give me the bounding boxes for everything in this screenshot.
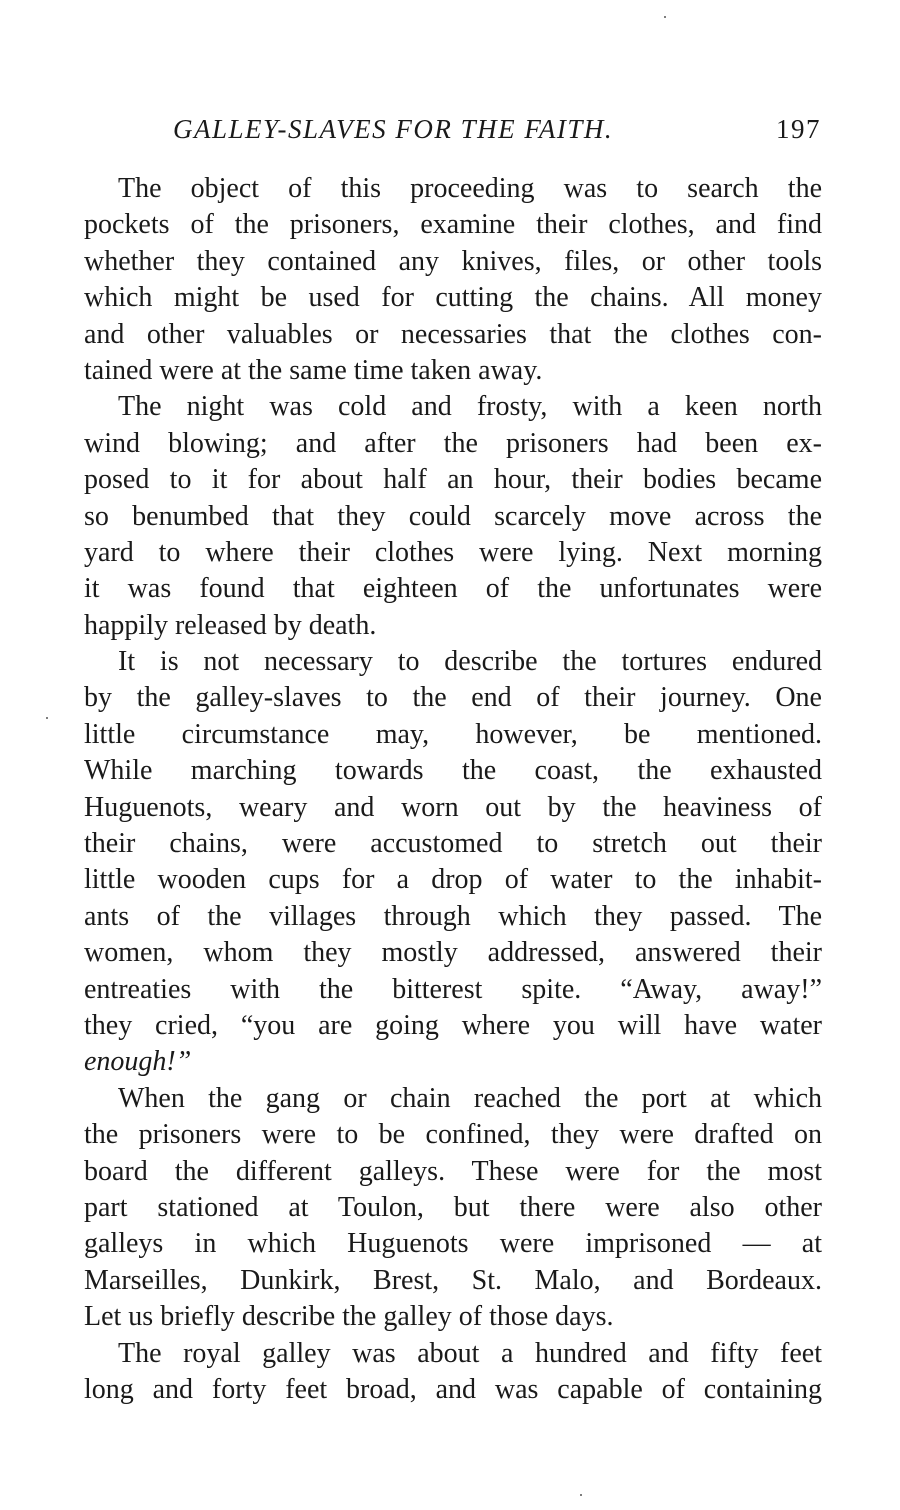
text-line: by the galley-slaves to the end of their journey. One [84,682,822,714]
scan-speck [580,1494,582,1496]
text-line: posed to it for about half an hour, their bodies became [84,464,822,496]
text-line: they cried, “you are going where you will have water [84,1009,822,1041]
text-line: which might be used for cutting the chains. All money [84,282,822,314]
text-line: tained were at the same time taken away. [84,354,543,386]
text-line: Huguenots, weary and worn out by the heaviness of [84,791,822,823]
scan-speck [46,717,48,719]
text-line: the prisoners were to be confined, they were drafted on [84,1119,822,1151]
text-line: board the different galleys. These were for the most [84,1155,822,1187]
text-line: entreaties with the bitterest spite. “Away, away!” [84,973,822,1005]
text-line: their chains, were accustomed to stretch out their [84,828,822,860]
body-text [84,171,822,1408]
text-line: enough!” [84,1046,192,1078]
text-line: and other valuables or necessaries that the clothes con- [84,318,822,350]
text-line: little circumstance may, however, be mentioned. [84,718,822,750]
text-line: ants of the villages through which they passed. The [84,900,822,932]
text-line: so benumbed that they could scarcely move across the [84,500,822,532]
text-line: it was found that eighteen of the unfortunates were [84,573,822,605]
text-line: wind blowing; and after the prisoners had been ex- [84,427,822,459]
text-line: women, whom they mostly addressed, answered their [84,937,822,969]
text-line: long and forty feet broad, and was capable of containing [84,1373,822,1405]
text-line: Let us briefly describe the galley of those days. [84,1301,614,1333]
scan-speck [664,16,666,18]
text-line: part stationed at Toulon, but there were also other [84,1191,822,1223]
text-line: Marseilles, Dunkirk, Brest, St. Malo, and Bordeaux. [84,1264,822,1296]
page-number: 197 [776,114,821,144]
running-title: GALLEY-SLAVES FOR THE FAITH. [173,114,614,144]
text-line: The night was cold and frosty, with a keen north [118,391,822,423]
text-line: whether they contained any knives, files, or other tools [84,245,822,277]
text-line: While marching towards the coast, the exhausted [84,755,822,787]
text-line: The royal galley was about a hundred and fifty feet [118,1337,822,1369]
text-line: pockets of the prisoners, examine their clothes, and find [84,209,822,241]
text-line: It is not necessary to describe the tortures endured [118,646,822,678]
running-header [173,114,825,154]
text-line: yard to where their clothes were lying. Next morning [84,536,822,568]
text-line: The object of this proceeding was to search the [118,173,822,204]
text-line: galleys in which Huguenots were imprisoned — at [84,1228,822,1260]
text-line: happily released by death. [84,609,377,641]
text-line: little wooden cups for a drop of water to the inhabit- [84,864,822,896]
text-line: When the gang or chain reached the port at which [118,1082,822,1114]
